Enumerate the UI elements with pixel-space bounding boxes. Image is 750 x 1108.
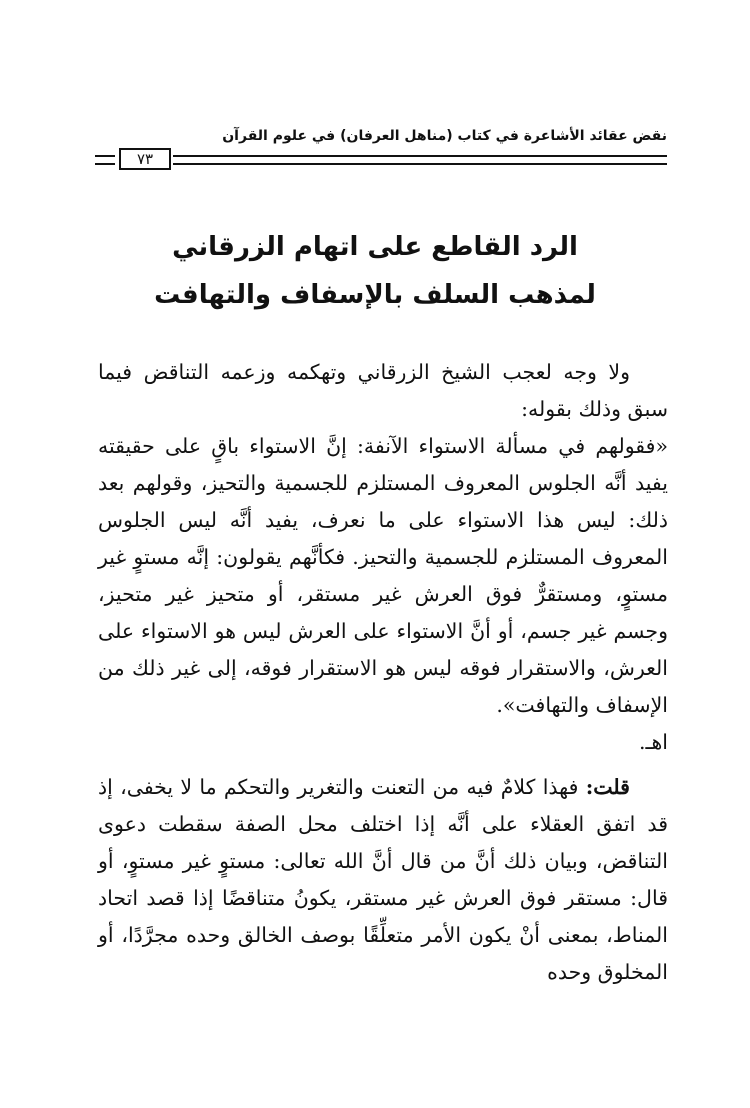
header-rule-left — [95, 155, 115, 165]
paragraph-1: ولا وجه لعجب الشيخ الزرقاني وتهكمه وزعمه التناقض فيما سبق وذلك بقوله: — [98, 360, 668, 421]
header-rule-right — [173, 155, 667, 165]
chapter-title-line-2: لمذهب السلف بالإسفاف والتهافت — [154, 280, 596, 310]
header-rule — [95, 148, 667, 168]
paragraph-3-lead: قلت: — [585, 775, 630, 799]
page-header — [95, 126, 667, 172]
paragraph-2-end: اهـ. — [638, 730, 668, 754]
body-text — [98, 354, 668, 991]
running-title: نقض عقائد الأشاعرة في كتاب (مناهل العرفان) في علوم القرآن — [222, 128, 667, 144]
paragraph-3 — [98, 769, 668, 991]
chapter-title — [120, 223, 630, 319]
chapter-title-line-1: الرد القاطع على اتهام الزرقاني — [172, 232, 578, 262]
paragraph-3-text: فهذا كلامٌ فيه من التعنت والتغرير والتحكم ما لا يخفى، إذ قد اتفق العقلاء على أنَّه إذا اختلف محل الصفة سقطت دعوى التناقض، وبيان ذلك أنَّ من قال أنَّ الله تعالى: مستوٍ غير مستوٍ، أو قال: مستقر فوق العرش غير مستقر، يكونُ متناقضًا إذا قصد اتحاد المناط، بمعنى أنْ يكون الأمر متعلِّقًا بوصف الخالق وحده مجرَّدًا، أو المخلوق وحده — [98, 775, 668, 984]
page-number: ٧٣ — [119, 148, 171, 170]
paragraph-2-quote: «فقولهم في مسألة الاستواء الآنفة: إنَّ الاستواء باقٍ على حقيقته يفيد أنَّه الجلوس المعروف المستلزم للجسمية والتحيز، وقولهم بعد ذلك: ليس هذا الاستواء على ما نعرف، يفيد أنَّه ليس الجلوس المعروف المستلزم للجسمية والتحيز. فكأنَّهم يقولون: إنَّه مستوٍ غير مستوٍ، ومستقرٌّ فوق العرش غير مستقر، أو متحيز غير متحيز، وجسم غير جسم، أو أنَّ الاستواء على العرش ليس هو الاستواء على العرش، والاستقرار فوقه ليس هو الاستقرار فوقه، إلى غير ذلك من الإسفاف والتهافت». — [98, 434, 668, 717]
